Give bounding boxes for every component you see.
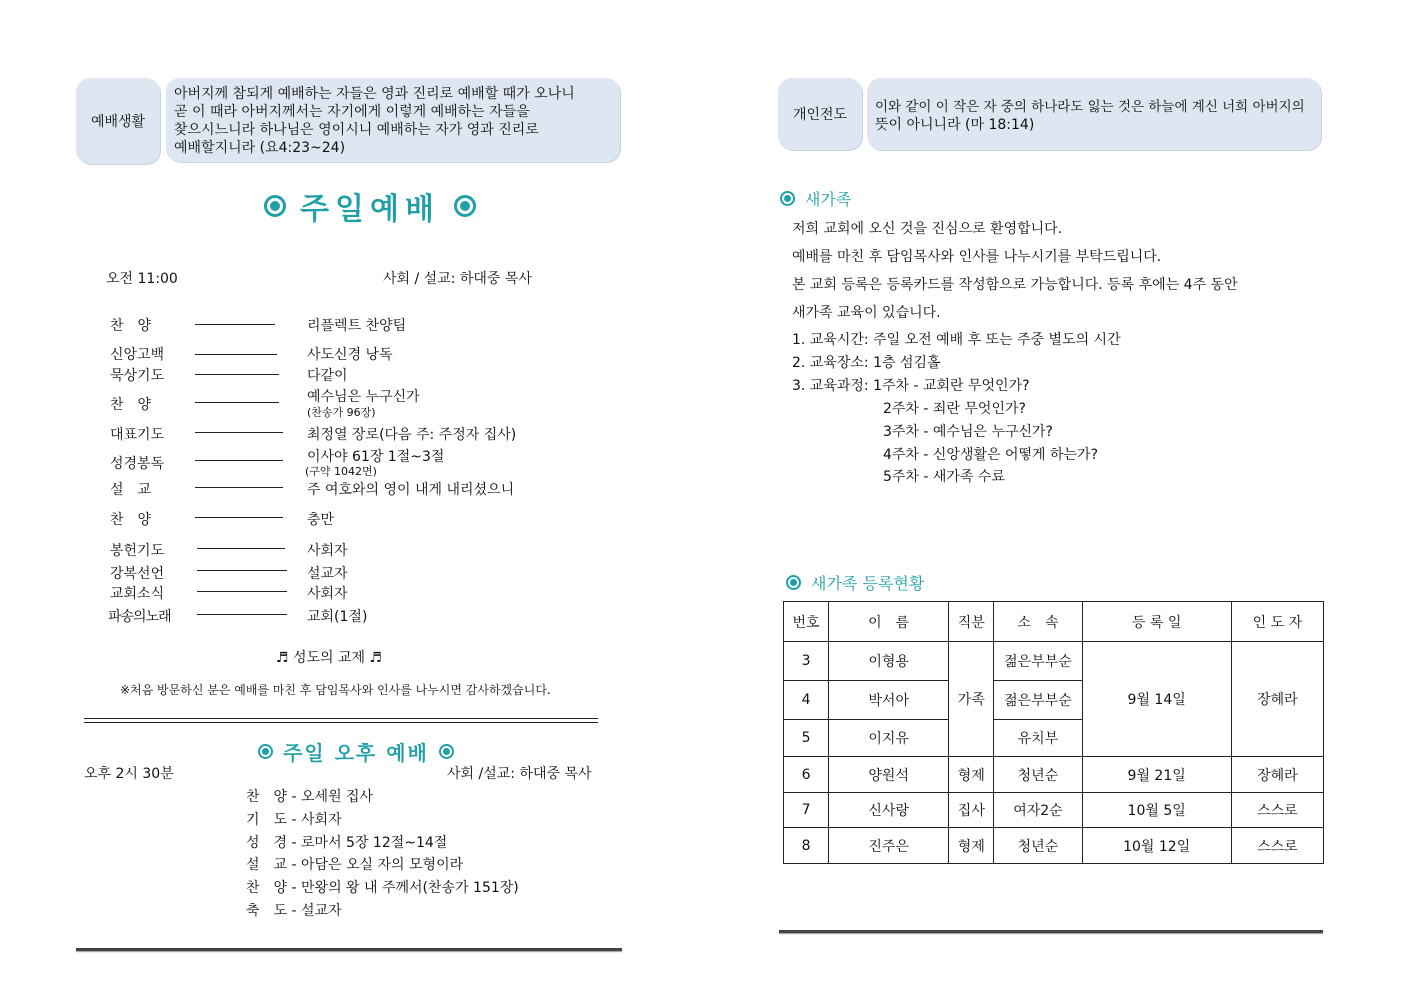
verse-line: 예배할지니라 (요4:23~24) bbox=[174, 140, 346, 156]
cell-name: 양원석 bbox=[829, 757, 949, 793]
order-item: 찬 양 bbox=[110, 318, 152, 334]
order-item: 봉헌기도 bbox=[110, 543, 165, 559]
divider bbox=[197, 591, 287, 592]
table-row bbox=[784, 757, 1324, 793]
bullet-circle-icon bbox=[258, 744, 273, 759]
pm-order-row: 설 교 - 아담은 오실 자의 모형이라 bbox=[246, 857, 464, 873]
title-text: 주일예배 bbox=[300, 192, 440, 227]
cell-name: 이형용 bbox=[829, 642, 949, 681]
order-item: 강복선언 bbox=[110, 566, 165, 582]
double-rule-top bbox=[84, 718, 598, 719]
cell-name: 신사랑 bbox=[829, 793, 949, 828]
pm-content: 만왕의 왕 내 주께서(찬송가 151장) bbox=[301, 880, 519, 896]
divider bbox=[195, 460, 283, 461]
table-header-row bbox=[784, 602, 1324, 642]
order-item: 파송의노래 bbox=[108, 609, 171, 625]
pm-content: 사회자 bbox=[301, 812, 342, 828]
order-content: 충만 bbox=[307, 512, 335, 528]
order-content: 주 여호와의 영이 내게 내리셨으니 bbox=[307, 482, 515, 498]
verse-line: 곧 이 때라 아버지께서는 자기에게 이렇게 예배하는 자들을 bbox=[174, 104, 530, 120]
cell-guide: 장혜라 bbox=[1231, 642, 1323, 757]
bullet-circle-icon bbox=[454, 195, 476, 217]
order-content: 설교자 bbox=[307, 566, 348, 582]
cell-no: 4 bbox=[784, 681, 829, 720]
pm-item: 찬 양 bbox=[246, 789, 288, 805]
service-time: 오전 11:00 bbox=[106, 271, 178, 287]
pm-order-row: 기 도 - 사회자 bbox=[246, 812, 342, 828]
cell-no: 3 bbox=[784, 642, 829, 681]
order-item: 교회소식 bbox=[110, 586, 165, 602]
welcome-note: ※처음 방문하신 분은 예배를 마친 후 담임목사와 인사를 나누시면 감사하겠습니다. bbox=[120, 683, 551, 697]
service-leader: 사회 / 설교: 하대중 목사 bbox=[383, 271, 532, 287]
table-row bbox=[784, 642, 1324, 681]
pm-order-row: 축 도 - 설교자 bbox=[246, 903, 342, 919]
fellowship-text: ♬ 성도의 교제 ♬ bbox=[276, 650, 383, 666]
newfamily-line: 저희 교회에 오신 것을 진심으로 환영합니다. bbox=[792, 221, 1063, 237]
order-content: 교회(1절) bbox=[307, 609, 368, 625]
newfamily-line: 본 교회 등록은 등록카드를 작성함으로 가능합니다. 등록 후에는 4주 동안 bbox=[792, 277, 1238, 293]
pm-content: 설교자 bbox=[301, 903, 342, 919]
header-cell: 이 름 bbox=[829, 602, 949, 642]
divider bbox=[195, 432, 283, 433]
newfamily-section-title bbox=[780, 187, 851, 210]
registry-section-title bbox=[786, 571, 924, 594]
verse-label-text: 개인전도 bbox=[792, 107, 848, 123]
newfamily-line: 새가족 교육이 있습니다. bbox=[792, 305, 941, 321]
header-cell: 번호 bbox=[784, 602, 829, 642]
divider bbox=[195, 324, 275, 325]
order-content: 사도신경 낭독 bbox=[307, 347, 393, 363]
header-cell: 인 도 자 bbox=[1231, 602, 1323, 642]
pm-item: 축 도 bbox=[246, 903, 288, 919]
order-item: 설 교 bbox=[110, 482, 152, 498]
pm-item: 설 교 bbox=[246, 857, 288, 873]
pm-order-row: 찬 양 - 만왕의 왕 내 주께서(찬송가 151장) bbox=[246, 880, 519, 896]
pm-content: 로마서 5장 12절~14절 bbox=[301, 835, 448, 851]
cell-group: 청년순 bbox=[994, 828, 1082, 864]
edu-week: 5주차 - 새가족 수료 bbox=[883, 469, 1005, 485]
order-item: 신앙고백 bbox=[110, 347, 165, 363]
cell-group: 청년순 bbox=[994, 757, 1082, 793]
order-item: 대표기도 bbox=[110, 427, 165, 443]
cell-guide: 스스로 bbox=[1231, 828, 1323, 864]
order-item: 성경봉독 bbox=[110, 456, 165, 472]
pm-content: 오세원 집사 bbox=[301, 789, 374, 805]
pm-time: 오후 2시 30분 bbox=[84, 766, 174, 782]
cell-name: 박서아 bbox=[829, 681, 949, 720]
divider bbox=[195, 374, 279, 375]
order-item: 찬 양 bbox=[110, 512, 152, 528]
order-note: (찬송가 96장) bbox=[307, 406, 376, 419]
cell-date: 10월 5일 bbox=[1082, 793, 1231, 828]
verse-label-text: 예배생활 bbox=[90, 114, 146, 130]
table-row bbox=[784, 793, 1324, 828]
cell-name: 이지유 bbox=[829, 720, 949, 757]
edu-week: 3주차 - 예수님은 누구신가? bbox=[883, 424, 1053, 440]
cell-role: 집사 bbox=[949, 793, 994, 828]
cell-no: 5 bbox=[784, 720, 829, 757]
cell-group: 젊은부부순 bbox=[994, 681, 1082, 720]
order-item: 찬 양 bbox=[110, 397, 152, 413]
edu-line: 3. 교육과정: 1주차 - 교회란 무엇인가? bbox=[792, 378, 1030, 394]
page-bottom-rule bbox=[779, 930, 1323, 933]
cell-role: 가족 bbox=[949, 642, 994, 757]
order-content: 예수님은 누구신가 bbox=[307, 389, 420, 405]
cell-guide: 스스로 bbox=[1231, 793, 1323, 828]
bullet-circle-icon bbox=[780, 191, 795, 206]
divider bbox=[195, 402, 279, 403]
cell-date: 9월 14일 bbox=[1082, 642, 1231, 757]
registry-table bbox=[783, 601, 1324, 864]
table-row bbox=[784, 828, 1324, 864]
title-text: 새가족 등록현황 bbox=[811, 574, 925, 593]
pm-order-row: 찬 양 - 오세원 집사 bbox=[246, 789, 374, 805]
verse-label-evangelism bbox=[778, 78, 862, 150]
sunday-service-title bbox=[264, 184, 476, 228]
cell-role: 형제 bbox=[949, 828, 994, 864]
cell-name: 진주은 bbox=[829, 828, 949, 864]
order-content: 다같이 bbox=[307, 368, 348, 384]
edu-week: 2주차 - 죄란 무엇인가? bbox=[883, 401, 1026, 417]
order-note: (구약 1042면) bbox=[305, 465, 377, 478]
divider bbox=[195, 354, 277, 355]
cell-no: 8 bbox=[784, 828, 829, 864]
verse-line: 뜻이 아니니라 (마 18:14) bbox=[875, 117, 1035, 133]
cell-no: 7 bbox=[784, 793, 829, 828]
order-content: 리플렉트 찬양팀 bbox=[307, 318, 407, 334]
pm-item: 성 경 bbox=[246, 835, 288, 851]
pm-leader: 사회 /설교: 하대중 목사 bbox=[447, 766, 592, 782]
verse-line: 이와 같이 이 작은 자 중의 하나라도 잃는 것은 하늘에 계신 너희 아버지의 bbox=[875, 99, 1305, 115]
divider bbox=[197, 570, 287, 571]
pm-order-row: 성 경 - 로마서 5장 12절~14절 bbox=[246, 835, 448, 851]
edu-line: 1. 교육시간: 주일 오전 예배 후 또는 주중 별도의 시간 bbox=[792, 332, 1121, 348]
cell-group: 여자2순 bbox=[994, 793, 1082, 828]
cell-role: 형제 bbox=[949, 757, 994, 793]
order-item: 묵상기도 bbox=[110, 368, 165, 384]
divider bbox=[197, 614, 287, 615]
bullet-circle-icon bbox=[786, 575, 801, 590]
cell-guide: 장혜라 bbox=[1231, 757, 1323, 793]
order-content: 최정열 장로(다음 주: 주정자 집사) bbox=[307, 427, 517, 443]
divider bbox=[195, 487, 283, 488]
cell-date: 10월 12일 bbox=[1082, 828, 1231, 864]
order-content: 이사야 61장 1절~3절 bbox=[307, 449, 445, 465]
verse-box-worship bbox=[166, 78, 620, 162]
pm-item: 기 도 bbox=[246, 812, 288, 828]
title-text: 새가족 bbox=[805, 190, 852, 209]
cell-date: 9월 21일 bbox=[1082, 757, 1231, 793]
bullet-circle-icon bbox=[439, 744, 454, 759]
header-cell: 등 록 일 bbox=[1082, 602, 1231, 642]
newfamily-line: 예배를 마친 후 담임목사와 인사를 나누시기를 부탁드립니다. bbox=[792, 249, 1162, 265]
order-content: 사회자 bbox=[307, 543, 348, 559]
edu-week: 4주차 - 신앙생활은 어떻게 하는가? bbox=[883, 447, 1099, 463]
pm-item: 찬 양 bbox=[246, 880, 288, 896]
header-cell: 소 속 bbox=[994, 602, 1082, 642]
bullet-circle-icon bbox=[264, 195, 286, 217]
verse-box-evangelism bbox=[867, 78, 1321, 150]
pm-content: 아담은 오실 자의 모형이라 bbox=[301, 857, 464, 873]
cell-group: 젊은부부순 bbox=[994, 642, 1082, 681]
edu-line: 2. 교육장소: 1층 섬김홀 bbox=[792, 355, 941, 371]
page-bottom-rule bbox=[76, 948, 622, 951]
divider bbox=[195, 517, 283, 518]
title-text: 주일 오후 예배 bbox=[283, 741, 429, 765]
verse-line: 아버지께 참되게 예배하는 자들은 영과 진리로 예배할 때가 오나니 bbox=[174, 86, 575, 102]
cell-no: 6 bbox=[784, 757, 829, 793]
afternoon-service-title bbox=[258, 737, 454, 766]
verse-line: 찾으시느니라 하나님은 영이시니 예배하는 자가 영과 진리로 bbox=[174, 122, 539, 138]
header-cell: 직분 bbox=[949, 602, 994, 642]
cell-group: 유치부 bbox=[994, 720, 1082, 757]
double-rule-bottom bbox=[84, 722, 598, 723]
divider bbox=[197, 548, 285, 549]
order-content: 사회자 bbox=[307, 586, 348, 602]
verse-label-worship bbox=[76, 78, 160, 164]
